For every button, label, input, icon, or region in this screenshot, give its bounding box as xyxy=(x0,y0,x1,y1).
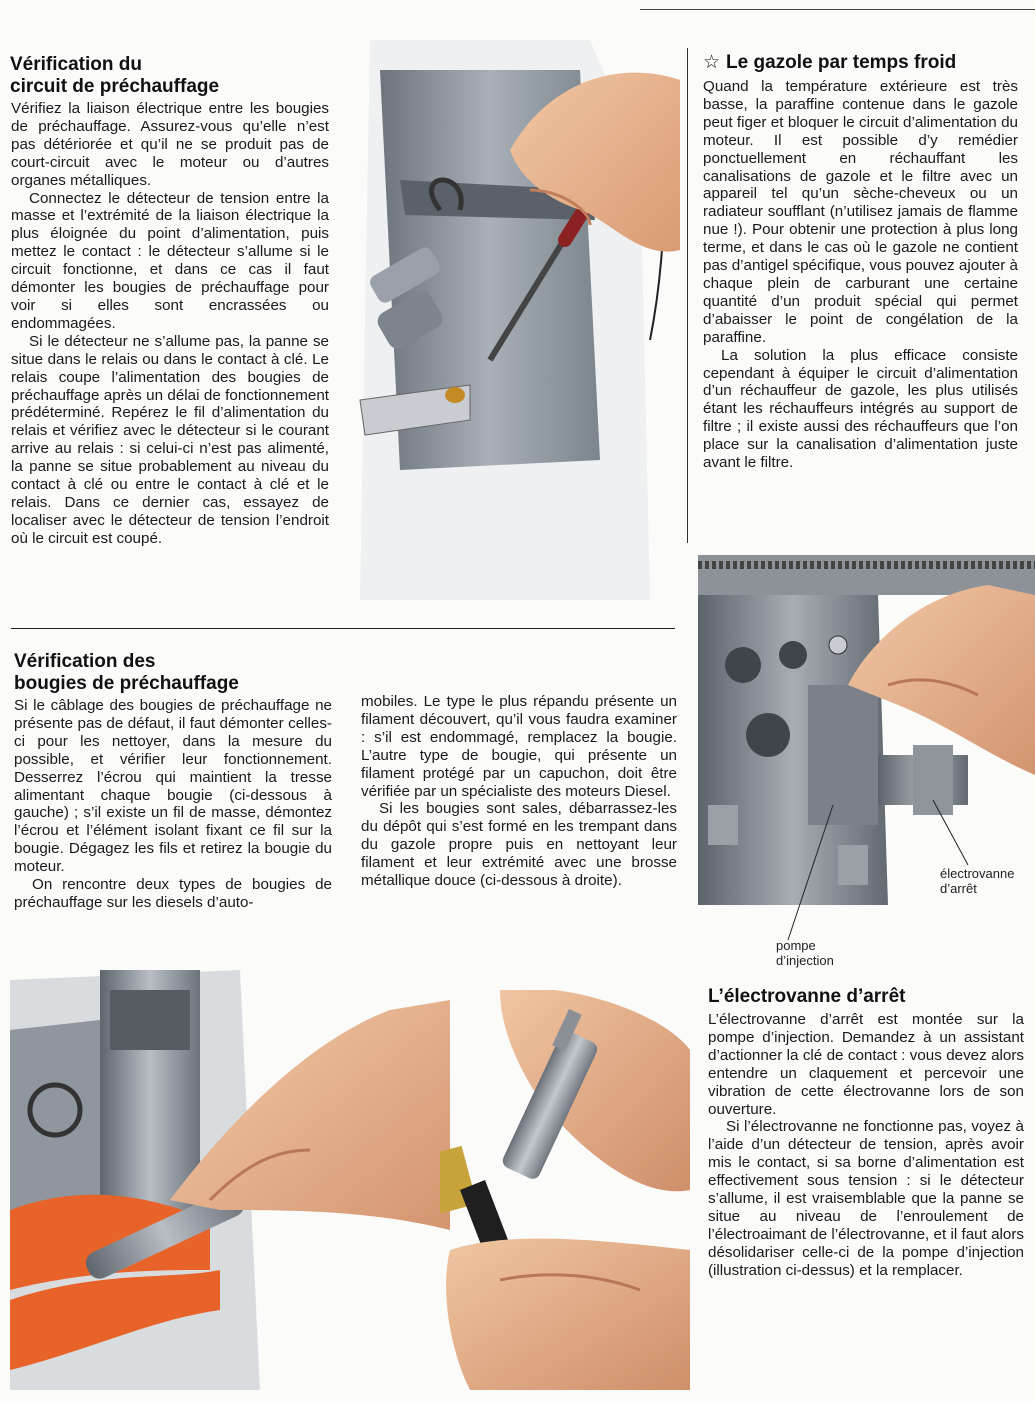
illustration-voltage-tester xyxy=(340,40,680,600)
column-divider xyxy=(687,48,688,543)
star-icon: ☆ xyxy=(703,52,721,73)
title-line: Vérification des xyxy=(14,651,156,672)
section-body-electrovanne xyxy=(708,1011,1024,1280)
title-line: Le gazole par temps froid xyxy=(726,52,957,73)
section-rule xyxy=(11,628,675,629)
top-rule xyxy=(640,9,1035,10)
section-title-electrovanne xyxy=(708,986,1028,1008)
paragraph: Si le détecteur ne s’allume pas, la panne se situe dans le relais ou dans le contact à clé. Le relais coupe l’alimentation des bougies de préchauffage après un délai de fonctionnement prédéterminé. Repérez le fil d’alimentation du relais et vérifiez avec le détecteur si le courant arrive au relais : si celui-ci n’est pas alimenté, la panne se situe probablement au niveau du contact à clé ou entre le contact à clé et le relais. Dans ce dernier cas, essayez de localiser avec le détecteur de tension l’endroit où le circuit est coupé. xyxy=(11,332,329,547)
paragraph: Quand la température extérieure est très basse, la paraffine contenue dans le gazole peut figer et bloquer le circuit d’alimentation du moteur. Il est possible d’y remédier ponctuellement en réchauffant les canalisations de gazole et le filtre avec un appareil tel qu’un sèche-cheveux ou un radiateur soufflant (n’utilisez jamais de flamme nue !). Pour obtenir une protection à plus long terme, et dans le cas où le gazole ne contient pas d’antigel spécifique, vous pouvez ajouter à chaque plein de carburant une certaine quantité d’un produit spécial qui permet d’abaisser le point de congélation de la paraffine. xyxy=(703,78,1018,346)
paragraph: Connectez le détecteur de tension entre la masse et l’extrémité de la liaison électrique la plus éloignée du point d’alimentation, puis mettez le contact : le détecteur s’allume si le circuit fonctionne, et dans ce cas il faut démonter les bougies de préchauffage pour voir si elles sont encrassées ou endommagées. xyxy=(11,189,329,332)
section-body-bougies-col1 xyxy=(14,697,332,912)
section-title-circuit xyxy=(10,54,330,98)
section-title-bougies xyxy=(14,651,344,695)
wrench-drawing xyxy=(10,970,450,1390)
paragraph: On rencontre deux types de bougies de préchauffage sur les diesels d’auto- xyxy=(14,876,332,911)
paragraph: mobiles. Le type le plus répandu présente un filament découvert, qu’il vous faudra examiner : s’il est endommagé, remplacez la bougie. L’autre type de bougie, qui présente un filament protégé par un capuchon, doit être vérifiée par un spécialiste des moteurs Diesel. xyxy=(361,693,677,800)
paragraph: L’électrovanne d’arrêt est montée sur la pompe d’injection. Demandez à un assistant d’actionner la clé de contact : vous devez alors entendre un claquement et percevoir une vibration de cette électrovanne lors de son ouverture. xyxy=(708,1011,1024,1118)
section-body-circuit xyxy=(11,100,329,548)
voltage-tester-drawing xyxy=(340,40,680,600)
illustration-wrench xyxy=(10,970,450,1390)
paragraph: Si les bougies sont sales, débarrassez-les du dépôt qui s’est formé en les trempant dans du gazole propre puis en nettoyant leur filament et leur extrémité avec une brosse métallique douce (ci-dessous à droite). xyxy=(361,800,677,890)
title-line: bougies de préchauffage xyxy=(14,673,239,694)
title-line: L’électrovanne d’arrêt xyxy=(708,986,906,1007)
paragraph: La solution la plus efficace consiste cependant à équiper le circuit d’alimentation d’un réchauffeur de gazole, les plus utilisés étant les réchauffeurs intégrés au support de filtre ; il existe aussi des réchauffeurs que l’on place sur la canalisation d’alimentation juste avant le filtre. xyxy=(703,346,1018,472)
section-title-gazole xyxy=(703,52,1023,74)
paragraph: Si l’électrovanne ne fonctionne pas, voyez à l’aide d’un détecteur de tension, après avoir mis le contact, si sa borne d’alimentation est effectivement sous tension : si le détecteur s’allume, il est vraisemblable que la panne se situe au niveau de l’enroulement de l’électroaimant de l’électrovanne, et il faut alors désolidariser celle-ci de la pompe d’injection (illustration ci-dessus) et la remplacer. xyxy=(708,1118,1024,1279)
glow-plug-drawing xyxy=(440,990,690,1390)
section-body-bougies-col2 xyxy=(361,693,677,890)
illustration-glow-plug-brush xyxy=(440,990,690,1390)
section-body-gazole xyxy=(703,78,1018,472)
paragraph: Si le câblage des bougies de préchauffage ne présente pas de défaut, il faut démonter celles-ci pour les nettoyer, dans la mesure du possible, et vérifier leur fonctionnement. Desserrez l’écrou qui maintient la tresse alimentant chaque bougie (ci-dessous à gauche) ; s’il existe un fil de masse, démontez l’écrou et l’élément isolant fixant ce fil sur la bougie. Dégagez les fils et retirez la bougie du moteur. xyxy=(14,697,332,876)
title-line: circuit de préchauffage xyxy=(10,76,220,97)
paragraph: Vérifiez la liaison électrique entre les bougies de préchauffage. Assurez-vous qu’elle n’est pas détériorée et qu’il ne se produit pas de court-circuit avec le moteur ou d’autres organes métalliques. xyxy=(11,100,329,189)
title-line: Vérification du xyxy=(10,54,142,75)
label-pompe-injection: pompe d’injection xyxy=(776,938,834,968)
illustration-injection-pump xyxy=(698,555,1035,975)
label-electrovanne: électrovanne d’arrêt xyxy=(940,866,1015,896)
injection-pump-drawing xyxy=(698,555,1035,975)
